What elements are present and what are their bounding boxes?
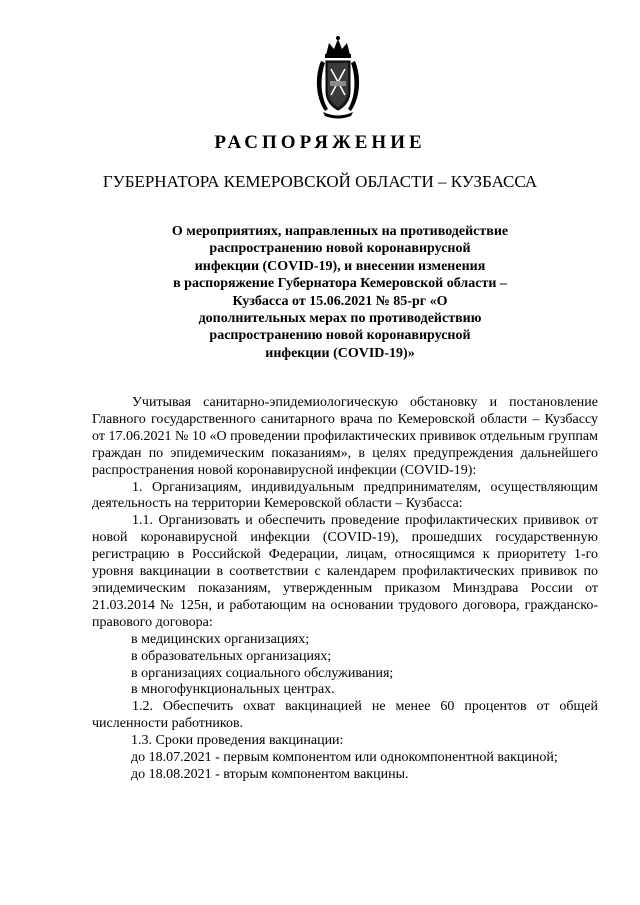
heading-line: распространению новой коронавирусной bbox=[209, 241, 471, 257]
heading-line: О мероприятиях, направленных на противодействие bbox=[171, 224, 509, 239]
list-item: в образовательных организациях; bbox=[131, 648, 332, 664]
heading-line: дополнительных мерах по противодействию bbox=[198, 311, 482, 327]
date-item: до 18.07.2021 - первым компонентом или однокомпонентной вакциной; bbox=[131, 750, 558, 766]
heading-line: в распоряжение Губернатора Кемеровской области – bbox=[173, 276, 507, 292]
heading-line: инфекции (COVID-19), и внесении изменения bbox=[194, 258, 486, 274]
kemerovo-coat-of-arms-icon bbox=[313, 35, 363, 119]
document-heading bbox=[150, 223, 530, 362]
paragraph-1-1: 1.1. Организовать и обеспечить проведение профилактических прививок от новой коронавирусной инфекции (COVID-19), прошедших государственную регистрацию в Российской Федерации, лицам, относящимся к приоритету 1-го уровня вакцинации в соответствии с календарем профилактических прививок по эпидемическим показаниям, утвержденным приказом Минздрава России от 21.03.2014 № 125н, и работающим на основании трудового договора, гражданско-правового договора: bbox=[92, 513, 598, 630]
heading-line: распространению новой коронавирусной bbox=[209, 328, 471, 344]
list-item: в медицинских организациях; bbox=[131, 631, 310, 647]
intro-paragraph: Учитывая санитарно-эпидемиологическую обстановку и постановление Главного государственного санитарного врача по Кемеровской области – Кузбассу от 17.06.2021 № 10 «О проведении профилактических прививок отдельным группам граждан по эпидемическим показаниям», в целях предупреждения дальнейшего распространения новой коронавирусной инфекции (COVID-19): bbox=[92, 395, 598, 478]
date-item: до 18.08.2021 - вторым компонентом вакцины. bbox=[131, 766, 409, 782]
heading-line: Кузбасса от 15.06.2021 № 85-рг «О bbox=[232, 293, 448, 309]
list-item: в многофункциональных центрах. bbox=[131, 682, 335, 698]
document-subtitle: ГУБЕРНАТОРА КЕМЕРОВСКОЙ ОБЛАСТИ – КУЗБАССА bbox=[102, 172, 538, 191]
paragraph-1: 1. Организациям, индивидуальным предпринимателям, осуществляющим деятельность на территории Кемеровской области – Кузбасса: bbox=[92, 479, 598, 512]
list-item: в организациях социального обслуживания; bbox=[131, 665, 394, 681]
document-title: РАСПОРЯЖЕНИЕ bbox=[214, 132, 426, 153]
heading-line: инфекции (COVID-19)» bbox=[265, 345, 415, 361]
document-body bbox=[92, 395, 598, 784]
paragraph-1-3: 1.3. Сроки проведения вакцинации: bbox=[131, 733, 344, 749]
paragraph-1-2: 1.2. Обеспечить охват вакцинацией не менее 60 процентов от общей численности работников. bbox=[92, 699, 598, 732]
